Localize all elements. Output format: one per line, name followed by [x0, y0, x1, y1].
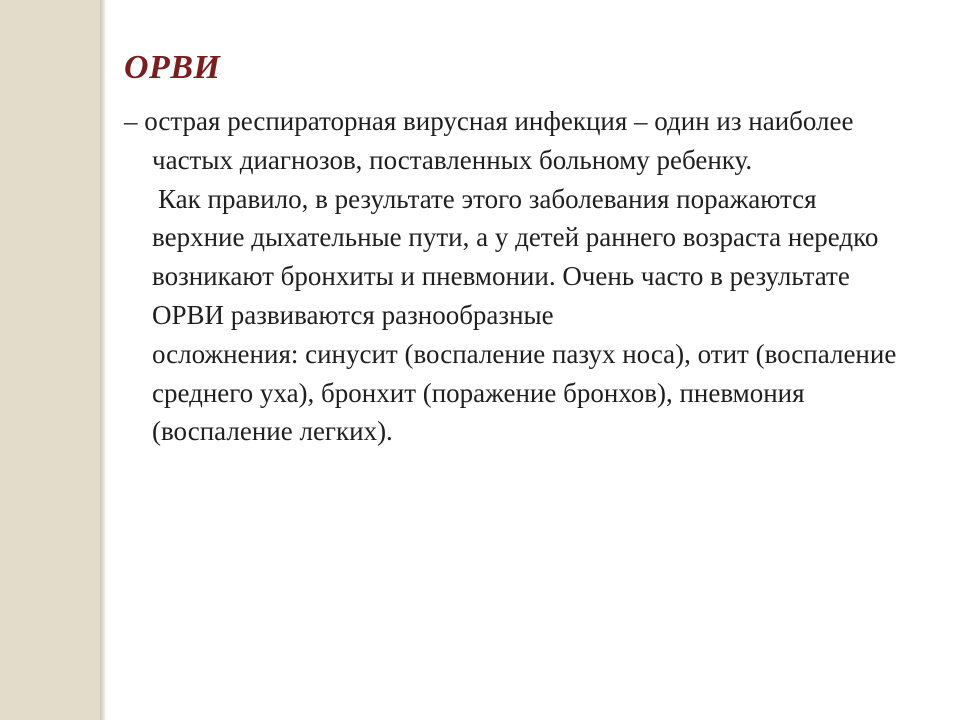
decorative-side-band	[0, 0, 100, 720]
side-band-edge	[100, 0, 106, 720]
complications-paragraph: осложнения: синусит (воспаление пазух носа), отит (воспаление среднего уха), бронхит (поражение бронхов), пневмония (воспаление легких).	[152, 338, 897, 447]
slide-body	[124, 102, 912, 451]
definition-paragraph: – острая респираторная вирусная инфекция – один из наиболее частых диагнозов, поставленных больному ребенку.	[124, 106, 854, 175]
slide-title: ОРВИ	[124, 49, 221, 86]
consequences-paragraph: Как правило, в результате этого заболевания поражаются верхние дыхательные пути, а у детей раннего возраста нередко возникают бронхиты и пневмонии. Очень часто в результате ОРВИ развиваются разнообразные	[152, 183, 879, 330]
